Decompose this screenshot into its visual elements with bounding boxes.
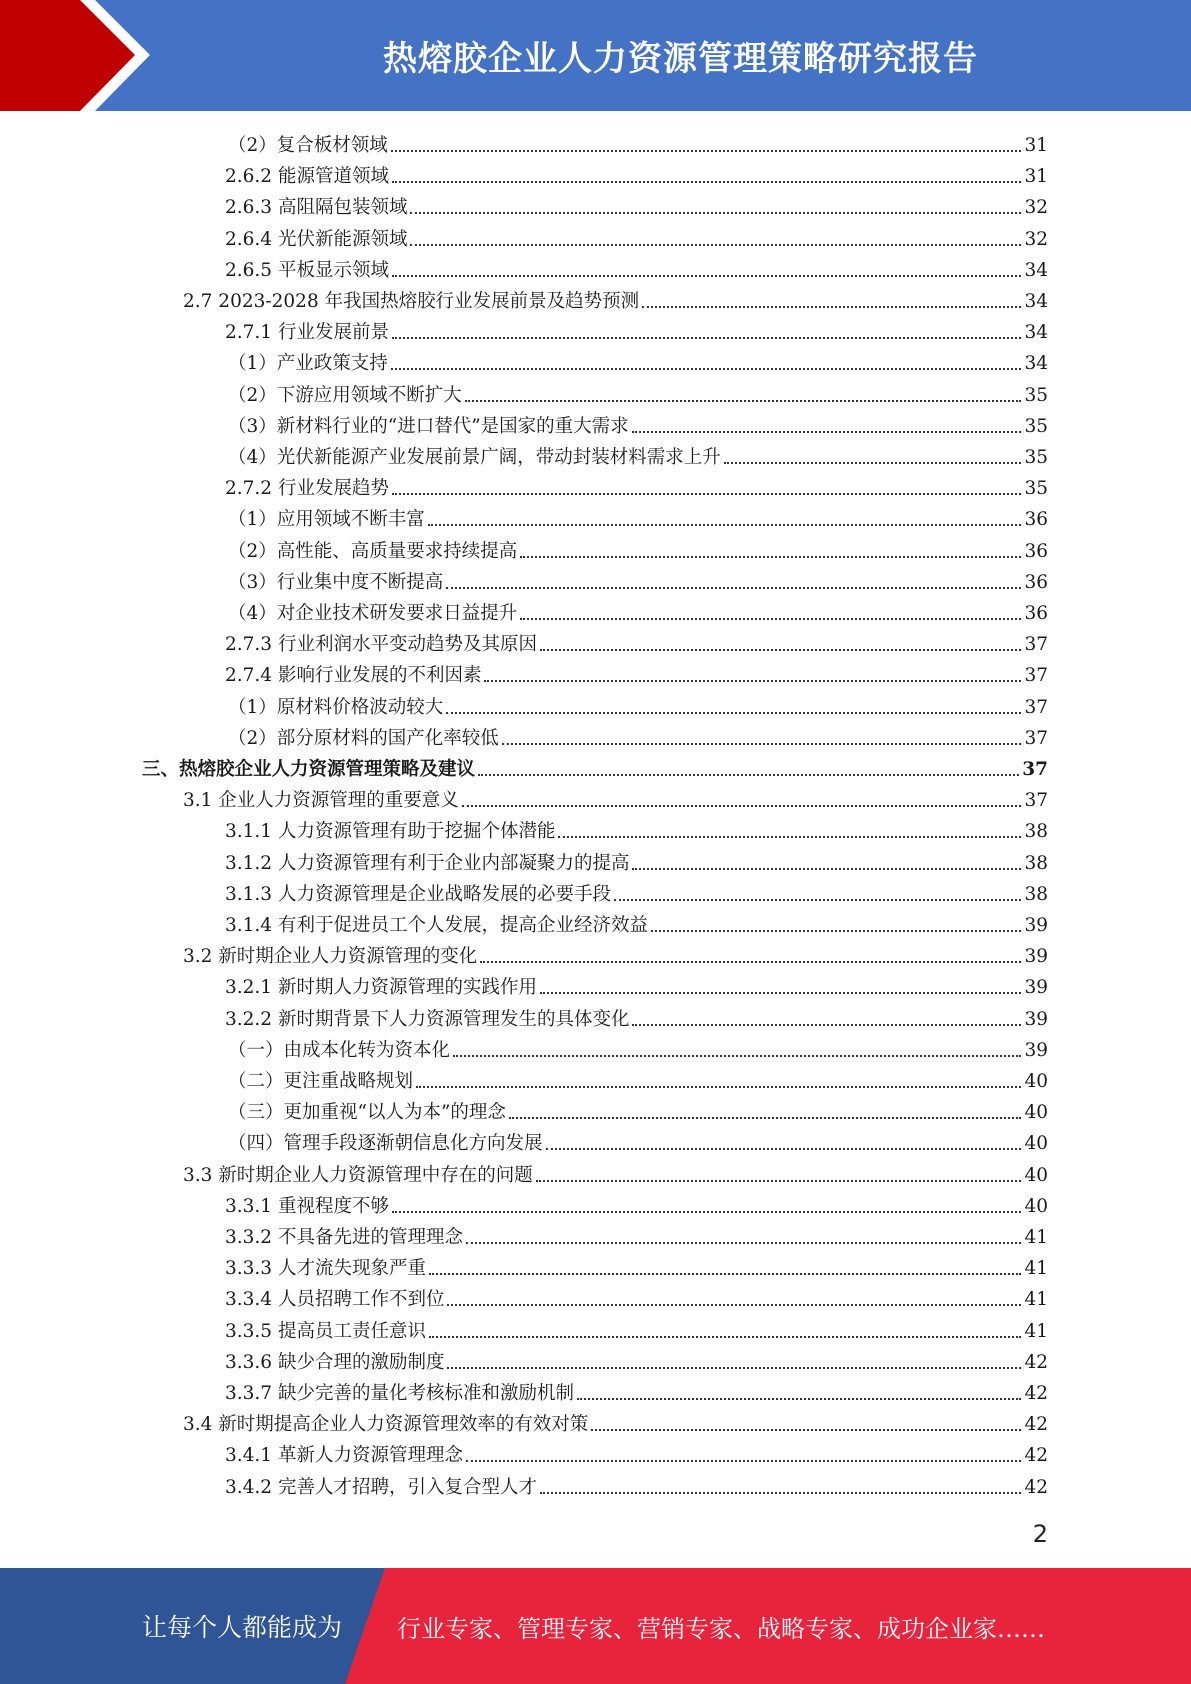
toc-entry-label: （4）光伏新能源产业发展前景广阔，带动封装材料需求上升 — [228, 447, 721, 468]
toc-entry[interactable] — [228, 408, 1048, 439]
toc-entry-label: 3.3.6 缺少合理的激励制度 — [225, 1351, 445, 1373]
toc-entry-label: 3.1.3 人力资源管理是企业战略发展的必要手段 — [225, 883, 611, 905]
toc-entry[interactable] — [183, 938, 1048, 969]
toc-dot-leader — [509, 1116, 1022, 1119]
toc-entry-label: （3）行业集中度不断提高 — [228, 571, 444, 593]
toc-dot-leader — [614, 898, 1021, 901]
toc-entry-page: 37 — [1024, 696, 1048, 718]
toc-dot-leader — [410, 243, 1021, 246]
toc-entry-page: 42 — [1024, 1445, 1048, 1467]
toc-entry[interactable] — [225, 1437, 1048, 1468]
toc-entry-page: 32 — [1024, 228, 1048, 250]
toc-dot-leader — [632, 1023, 1021, 1026]
toc-entry[interactable] — [225, 1188, 1048, 1219]
toc-entry-page: 35 — [1024, 384, 1048, 406]
report-title: 热熔胶企业人力资源管理策略研究报告 — [383, 39, 978, 79]
toc-entry[interactable] — [225, 845, 1048, 876]
toc-entry-label: 3.4.1 革新人力资源管理理念 — [225, 1445, 463, 1467]
toc-dot-leader — [540, 991, 1021, 994]
toc-entry-page: 42 — [1024, 1383, 1048, 1404]
toc-entry-page: 36 — [1024, 603, 1048, 624]
toc-dot-leader — [447, 1366, 1021, 1369]
toc-entry-label: （三）更加重视“以人为本”的理念 — [228, 1102, 506, 1124]
toc-entry[interactable] — [225, 158, 1048, 189]
toc-entry[interactable] — [228, 1125, 1048, 1156]
toc-dot-leader — [392, 1210, 1021, 1213]
toc-entry[interactable] — [225, 969, 1048, 1000]
toc-entry[interactable] — [225, 1469, 1048, 1500]
toc-dot-leader — [410, 211, 1021, 214]
toc-entry[interactable] — [225, 221, 1048, 252]
toc-entry-page: 40 — [1024, 1071, 1048, 1092]
toc-entry-label: 3.3.3 人才流失现象严重 — [225, 1258, 426, 1280]
toc-entry-page: 39 — [1024, 977, 1048, 999]
toc-entry-page: 34 — [1024, 353, 1048, 375]
toc-entry-page: 41 — [1024, 1289, 1048, 1311]
toc-dot-leader — [502, 742, 1022, 745]
toc-entry[interactable] — [228, 533, 1048, 564]
toc-dot-leader — [391, 149, 1022, 152]
toc-entry-label: 3.1.1 人力资源管理有助于挖掘个体潜能 — [225, 821, 556, 843]
toc-entry[interactable] — [225, 813, 1048, 844]
toc-dot-leader — [392, 274, 1021, 277]
toc-entry-label: 3.2.1 新时期人力资源管理的实践作用 — [225, 977, 537, 999]
toc-dot-leader — [540, 1491, 1021, 1494]
toc-entry[interactable] — [228, 1032, 1048, 1063]
toc-entry[interactable] — [228, 595, 1048, 626]
toc-entry[interactable] — [225, 657, 1048, 688]
toc-entry-label: 3.3.2 不具备先进的管理理念 — [225, 1227, 463, 1248]
toc-dot-leader — [429, 1272, 1021, 1275]
toc-entry-label: 2.6.4 光伏新能源领域 — [225, 228, 408, 250]
toc-entry[interactable] — [225, 907, 1048, 938]
toc-dot-leader — [651, 929, 1021, 932]
toc-entry[interactable] — [225, 1375, 1048, 1406]
toc-entry-page: 37 — [1024, 665, 1048, 687]
toc-entry-page: 42 — [1024, 1351, 1048, 1373]
toc-entry-label: 2.7.3 行业利润水平变动趋势及其原因 — [225, 634, 537, 656]
toc-entry[interactable] — [225, 626, 1048, 657]
toc-entry-label: 2.7 2023-2028 年我国热熔胶行业发展前景及趋势预测 — [183, 291, 640, 312]
toc-entry[interactable] — [225, 1344, 1048, 1375]
toc-entry-label: 2.6.5 平板显示领域 — [225, 259, 389, 281]
toc-entry[interactable] — [228, 345, 1048, 376]
toc-entry-page: 40 — [1024, 1102, 1048, 1124]
toc-entry-page: 41 — [1024, 1320, 1048, 1342]
toc-entry[interactable] — [225, 1219, 1048, 1250]
toc-entry-label: 3.4.2 完善人才招聘，引入复合型人才 — [225, 1476, 537, 1498]
toc-entry-page: 39 — [1024, 915, 1048, 936]
toc-entry[interactable] — [183, 782, 1048, 813]
footer-slogan-left: 让每个人都能成为 — [142, 1613, 343, 1642]
toc-entry-label: （1）产业政策支持 — [228, 353, 388, 375]
toc-entry[interactable] — [142, 751, 1048, 782]
toc-dot-leader — [577, 1397, 1021, 1400]
toc-dot-leader — [478, 773, 1019, 776]
toc-dot-leader — [453, 1054, 1021, 1057]
toc-entry[interactable] — [183, 283, 1048, 314]
toc-entry-label: （四）管理手段逐渐朝信息化方向发展 — [228, 1133, 543, 1155]
toc-dot-leader — [540, 648, 1021, 651]
footer-slogan-right: 行业专家、管理专家、营销专家、战略专家、成功企业家…… — [397, 1614, 1045, 1643]
toc-dot-leader — [480, 960, 1021, 963]
toc-entry-page: 34 — [1024, 259, 1048, 281]
toc-dot-leader — [391, 367, 1022, 370]
toc-entry-page: 34 — [1024, 322, 1048, 344]
toc-entry-page: 42 — [1024, 1414, 1048, 1436]
toc-entry[interactable] — [228, 689, 1048, 720]
toc-entry-page: 35 — [1024, 447, 1048, 468]
toc-dot-leader — [466, 1459, 1021, 1462]
toc-entry-page: 37 — [1024, 634, 1048, 656]
toc-dot-leader — [428, 523, 1022, 526]
toc-entry[interactable] — [228, 127, 1048, 158]
toc-entry[interactable] — [225, 470, 1048, 501]
toc-dot-leader — [642, 305, 1021, 308]
toc-entry[interactable] — [228, 564, 1048, 595]
toc-entry[interactable] — [183, 1157, 1048, 1188]
toc-entry-label: （二）更注重战略规划 — [228, 1071, 414, 1092]
toc-entry-label: 3.3 新时期企业人力资源管理中存在的问题 — [183, 1164, 533, 1186]
toc-dot-leader — [632, 867, 1021, 870]
page-footer — [0, 1568, 1191, 1684]
toc-entry-label: 3.3.5 提高员工责任意识 — [225, 1320, 426, 1342]
toc-entry[interactable] — [183, 1406, 1048, 1437]
toc-dot-leader — [392, 180, 1021, 183]
toc-dot-leader — [591, 1428, 1021, 1431]
toc-dot-leader — [724, 461, 1022, 464]
toc-entry[interactable] — [225, 189, 1048, 220]
toc-entry-page: 40 — [1024, 1164, 1048, 1186]
toc-entry-label: 三、热熔胶企业人力资源管理策略及建议 — [142, 759, 476, 780]
toc-dot-leader — [520, 617, 1021, 620]
toc-entry-label: （3）新材料行业的“进口替代”是国家的重大需求 — [228, 415, 629, 437]
toc-entry-label: 3.2.2 新时期背景下人力资源管理发生的具体变化 — [225, 1008, 630, 1030]
toc-dot-leader — [465, 399, 1022, 402]
header-chevron-decoration — [0, 0, 160, 111]
toc-dot-leader — [546, 1147, 1022, 1150]
toc-entry[interactable] — [225, 252, 1048, 283]
toc-entry-page: 36 — [1024, 571, 1048, 593]
toc-entry[interactable] — [228, 1094, 1048, 1125]
toc-entry[interactable] — [225, 876, 1048, 907]
toc-entry-label: （2）复合板材领域 — [228, 135, 388, 156]
toc-entry[interactable] — [225, 314, 1048, 345]
toc-entry-label: （2）部分原材料的国产化率较低 — [228, 727, 499, 749]
toc-entry[interactable] — [228, 377, 1048, 408]
toc-entry[interactable] — [228, 1063, 1048, 1094]
toc-entry[interactable] — [228, 720, 1048, 751]
toc-dot-leader — [392, 492, 1021, 495]
toc-entry-page: 39 — [1024, 1008, 1048, 1030]
toc-entry-page: 41 — [1024, 1258, 1048, 1280]
toc-entry-label: （2）下游应用领域不断扩大 — [228, 384, 462, 406]
toc-entry-page: 34 — [1024, 291, 1048, 312]
toc-dot-leader — [520, 555, 1021, 558]
toc-dot-leader — [447, 1303, 1021, 1306]
toc-dot-leader — [536, 1179, 1022, 1182]
toc-entry-label: 3.3.4 人员招聘工作不到位 — [225, 1289, 445, 1311]
toc-entry-page: 37 — [1024, 790, 1048, 812]
toc-entry[interactable] — [225, 1001, 1048, 1032]
toc-entry-page: 37 — [1022, 759, 1048, 780]
report-header — [0, 0, 1191, 111]
toc-entry-label: 2.6.3 高阻隔包装领域 — [225, 197, 408, 219]
toc-entry-label: 2.7.1 行业发展前景 — [225, 322, 389, 344]
toc-entry-label: 3.2 新时期企业人力资源管理的变化 — [183, 946, 478, 968]
toc-entry-page: 35 — [1024, 415, 1048, 437]
toc-entry-page: 31 — [1024, 166, 1048, 188]
toc-entry[interactable] — [225, 1250, 1048, 1281]
toc-entry-page: 32 — [1024, 197, 1048, 219]
toc-entry-label: 2.7.4 影响行业发展的不利因素 — [225, 665, 482, 687]
toc-entry[interactable] — [228, 439, 1048, 470]
page-number: 2 — [1032, 1520, 1048, 1548]
toc-entry-page: 39 — [1024, 1039, 1048, 1061]
toc-dot-leader — [466, 1241, 1021, 1244]
toc-entry-label: 3.3.7 缺少完善的量化考核标准和激励机制 — [225, 1383, 574, 1404]
toc-entry-page: 40 — [1024, 1133, 1048, 1155]
toc-entry-page: 37 — [1024, 727, 1048, 749]
toc-entry-label: （4）对企业技术研发要求日益提升 — [228, 603, 518, 624]
toc-entry-label: （1）应用领域不断丰富 — [228, 509, 425, 531]
toc-dot-leader — [446, 711, 1021, 714]
toc-entry-label: 3.1.2 人力资源管理有利于企业内部凝聚力的提高 — [225, 852, 630, 874]
toc-dot-leader — [392, 336, 1021, 339]
toc-entry-page: 38 — [1024, 852, 1048, 874]
toc-entry-page: 41 — [1024, 1227, 1048, 1248]
toc-entry-label: 3.1 企业人力资源管理的重要意义 — [183, 790, 459, 812]
toc-dot-leader — [446, 586, 1021, 589]
toc-entry-label: 3.3.1 重视程度不够 — [225, 1195, 389, 1217]
toc-entry-page: 31 — [1024, 135, 1048, 156]
toc-entry-label: （1）原材料价格波动较大 — [228, 696, 444, 718]
toc-entry-label: （2）高性能、高质量要求持续提高 — [228, 540, 518, 562]
toc-dot-leader — [558, 835, 1021, 838]
toc-entry[interactable] — [225, 1313, 1048, 1344]
toc-entry-label: 3.4 新时期提高企业人力资源管理效率的有效对策 — [183, 1414, 589, 1436]
toc-entry-page: 42 — [1024, 1476, 1048, 1498]
toc-dot-leader — [484, 679, 1021, 682]
toc-entry-page: 39 — [1024, 946, 1048, 968]
toc-entry-page: 38 — [1024, 883, 1048, 905]
toc-entry[interactable] — [225, 1281, 1048, 1312]
toc-entry-label: 2.6.2 能源管道领域 — [225, 166, 389, 188]
toc-dot-leader — [462, 804, 1022, 807]
toc-entry-label: 3.1.4 有利于促进员工个人发展，提高企业经济效益 — [225, 915, 648, 936]
toc-dot-leader — [632, 430, 1022, 433]
toc-dot-leader — [429, 1335, 1021, 1338]
toc-entry-page: 35 — [1024, 478, 1048, 500]
toc-dot-leader — [416, 1085, 1021, 1088]
toc-entry-page: 36 — [1024, 540, 1048, 562]
toc-entry[interactable] — [228, 501, 1048, 532]
toc-entry-label: 2.7.2 行业发展趋势 — [225, 478, 389, 500]
toc-entry-page: 40 — [1024, 1195, 1048, 1217]
toc-entry-page: 36 — [1024, 509, 1048, 531]
toc-entry-page: 38 — [1024, 821, 1048, 843]
toc-entry-label: （一）由成本化转为资本化 — [228, 1039, 451, 1061]
